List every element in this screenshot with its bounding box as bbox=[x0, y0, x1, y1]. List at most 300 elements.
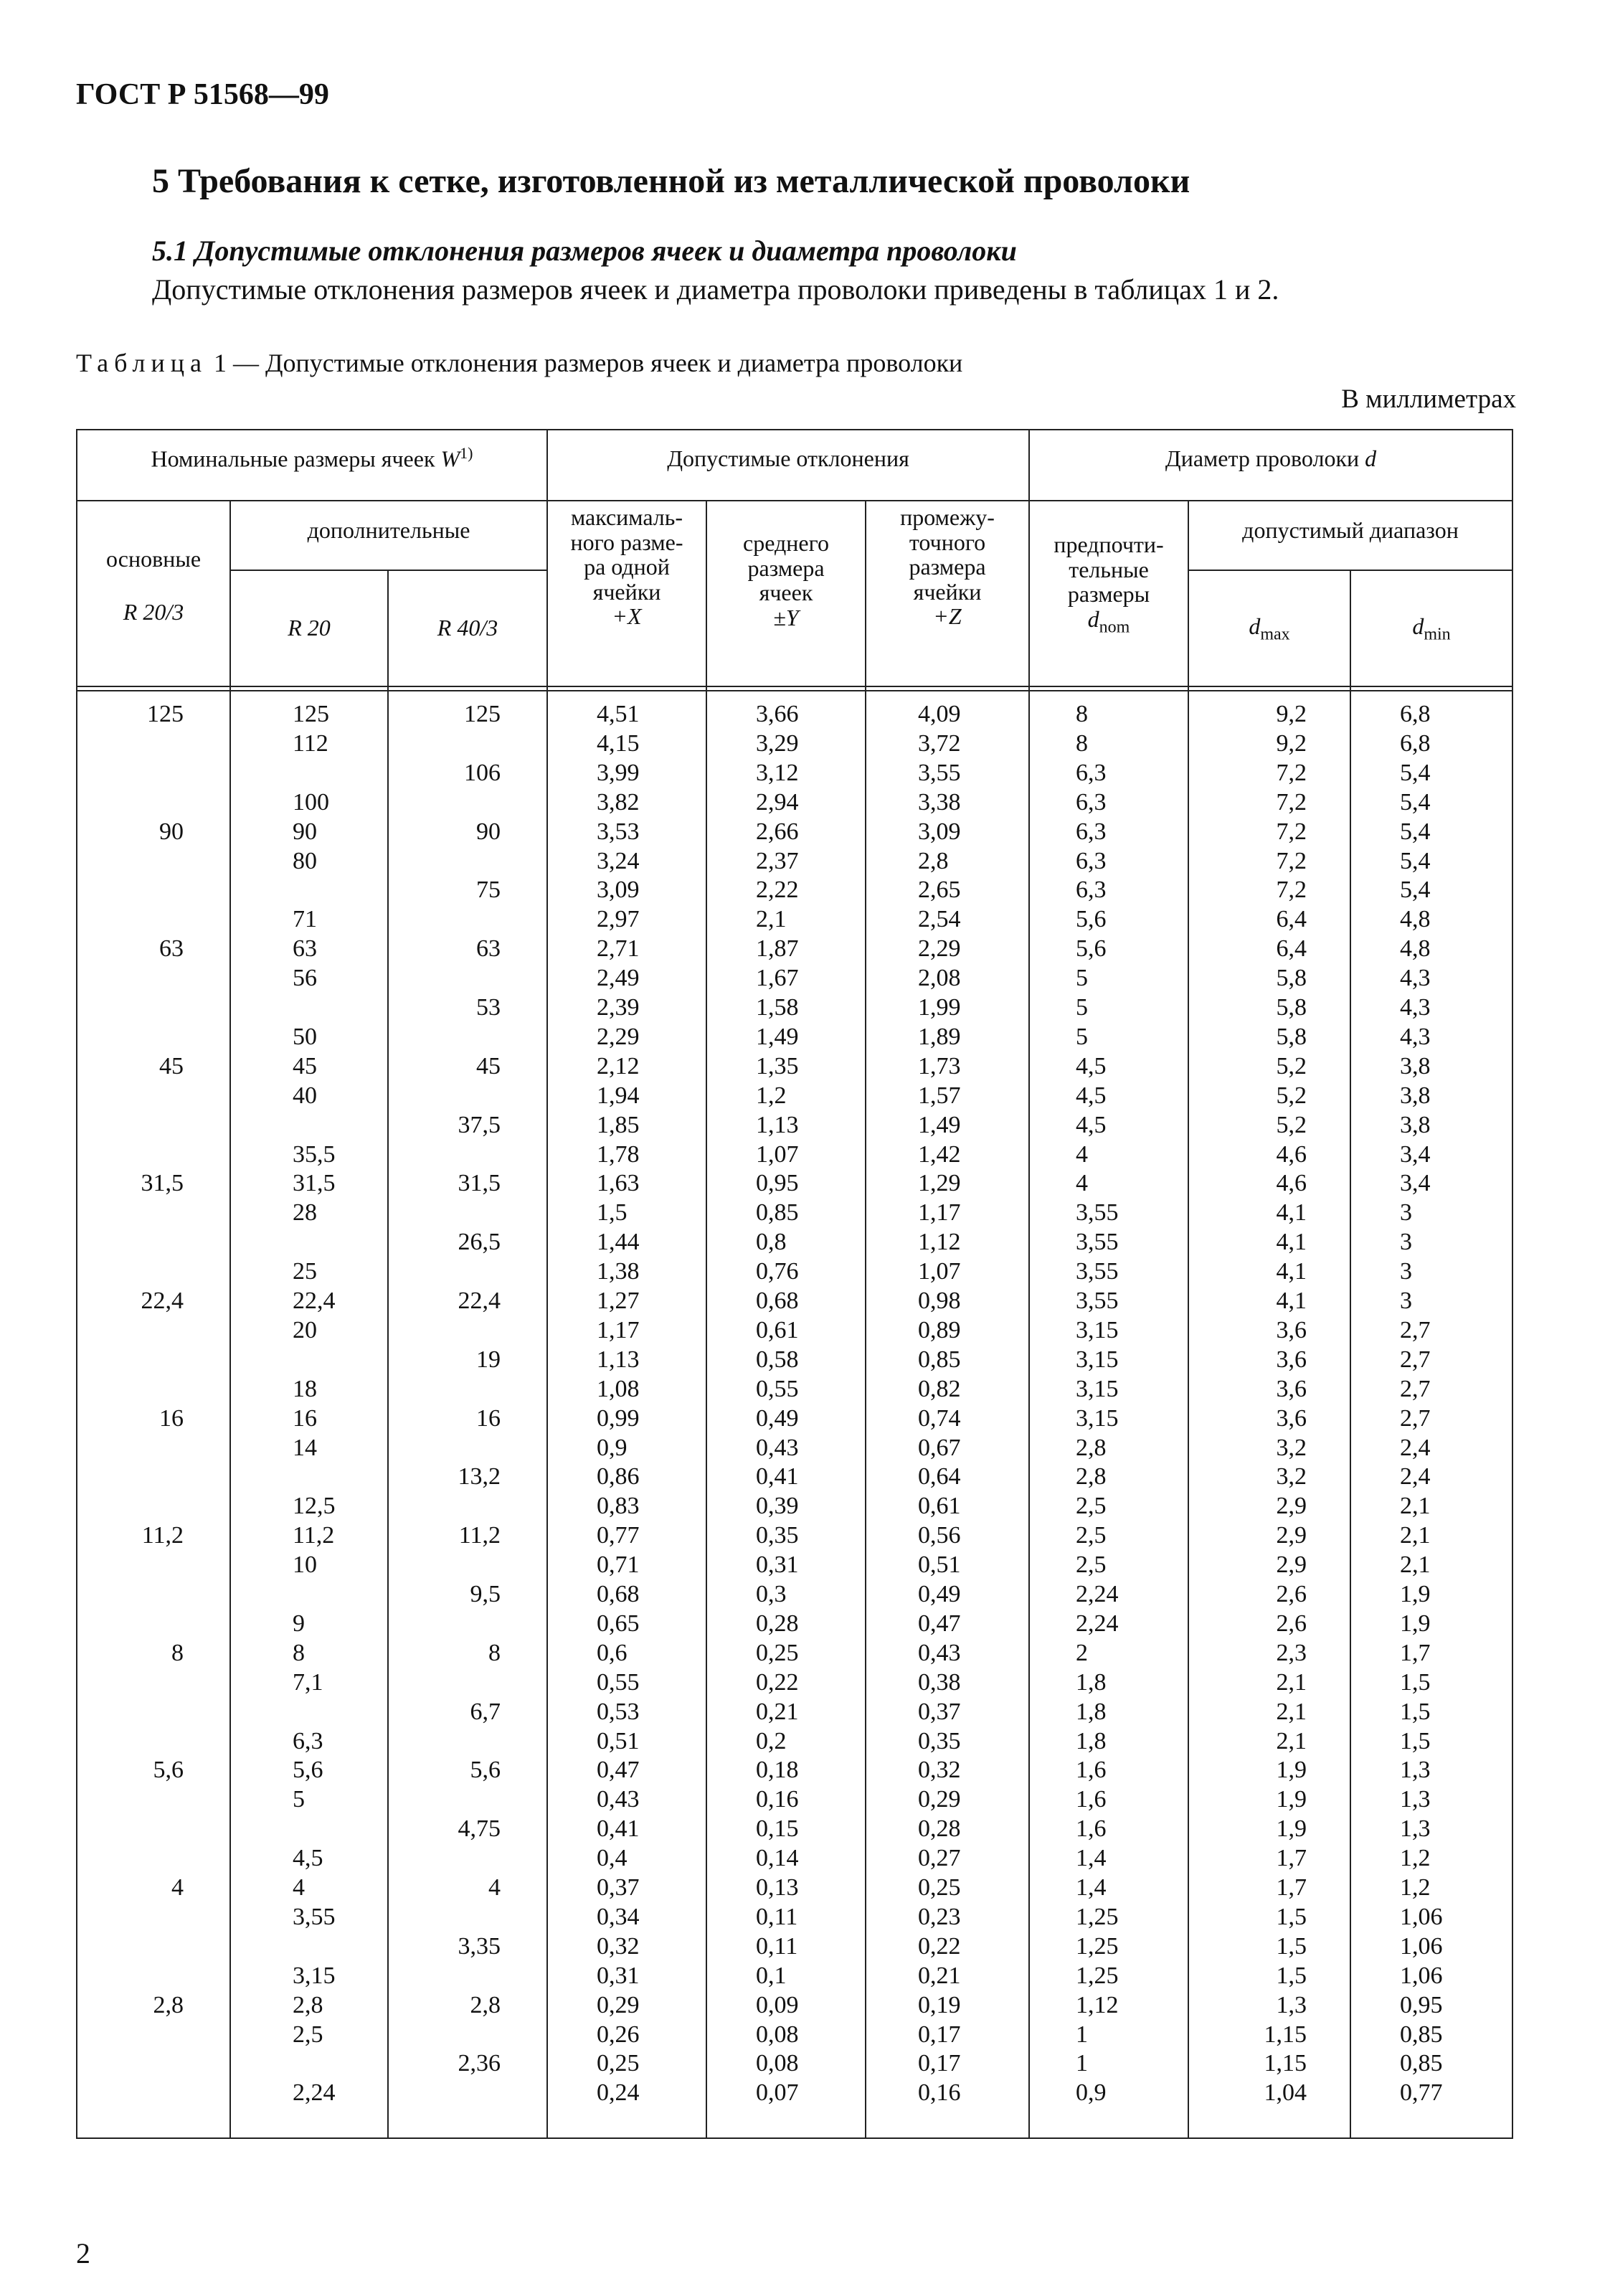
header-deviations: Допустимые отклонения bbox=[667, 445, 909, 471]
table-cell: 1,3 bbox=[1276, 1991, 1307, 2018]
table-cell: 0,55 bbox=[597, 1668, 640, 1696]
table-cell: 4,1 bbox=[1276, 1229, 1307, 1256]
table-cell: 1,57 bbox=[918, 1082, 961, 1109]
table-cell: 3,15 bbox=[1076, 1375, 1119, 1402]
table-cell: 0,41 bbox=[756, 1463, 799, 1490]
table-cell: 0,77 bbox=[1400, 2079, 1443, 2107]
table-cell: 1,04 bbox=[1264, 2079, 1307, 2107]
table-cell: 2,1 bbox=[1400, 1551, 1431, 1579]
table-cell: 2,5 bbox=[293, 2021, 323, 2048]
table-cell: 0,95 bbox=[756, 1170, 799, 1197]
table-cell: 2,9 bbox=[1276, 1551, 1307, 1579]
table-cell: 1,5 bbox=[597, 1199, 628, 1227]
table-cell: 2,24 bbox=[293, 2079, 336, 2107]
table-cell: 1,07 bbox=[756, 1140, 799, 1168]
table-cell: 37,5 bbox=[458, 1111, 501, 1138]
table-cell: 3,24 bbox=[597, 847, 640, 874]
table-cell: 1,35 bbox=[756, 1052, 799, 1080]
table-cell: 90 bbox=[293, 818, 317, 845]
header-d-min-symbol: d bbox=[1412, 613, 1424, 639]
table-cell: 11,2 bbox=[293, 1522, 335, 1549]
table-cell: 3,55 bbox=[918, 759, 961, 786]
table-cell: 0,07 bbox=[756, 2079, 799, 2107]
table-cell: 5,8 bbox=[1276, 965, 1307, 992]
table-cell: 0,82 bbox=[918, 1375, 961, 1402]
table-cell: 22,4 bbox=[293, 1288, 336, 1314]
table-cell: 1,9 bbox=[1276, 1786, 1307, 1813]
table-cell: 0,39 bbox=[756, 1493, 799, 1520]
table-cell: 31,5 bbox=[141, 1170, 184, 1197]
table-cell: 0,55 bbox=[756, 1375, 799, 1402]
table-cell: 1,2 bbox=[756, 1082, 787, 1109]
table-cell: 1,94 bbox=[597, 1082, 640, 1109]
table-cell: 0,28 bbox=[918, 1815, 961, 1843]
table-cell: 0,9 bbox=[597, 1434, 628, 1461]
header-wire-diameter-text: Диаметр проволоки bbox=[1165, 445, 1360, 471]
header-mid-symbol bbox=[866, 604, 1028, 629]
table-cell: 0,74 bbox=[918, 1404, 961, 1432]
header-d-max-sub: max bbox=[1260, 625, 1290, 644]
table-cell: 2,8 bbox=[918, 847, 949, 874]
table-cell: 2,7 bbox=[1400, 1375, 1431, 1402]
table-cell: 1,5 bbox=[1400, 1698, 1431, 1725]
table-cell: 6,4 bbox=[1276, 906, 1307, 933]
table-cell: 0,43 bbox=[756, 1434, 799, 1461]
table-cell: 2,29 bbox=[597, 1023, 640, 1050]
header-r20 bbox=[231, 615, 387, 641]
table-cell: 0,8 bbox=[756, 1229, 787, 1256]
table-cell: 4,75 bbox=[458, 1815, 501, 1843]
header-mid-line3: размера bbox=[909, 554, 986, 580]
table-cell: 1,07 bbox=[918, 1258, 961, 1285]
table-cell: 0,27 bbox=[918, 1845, 961, 1872]
table-cell: 0,6 bbox=[597, 1639, 628, 1666]
header-main-series bbox=[77, 600, 229, 625]
header-d-min-sub: min bbox=[1424, 625, 1451, 644]
table-cell: 1,38 bbox=[597, 1258, 640, 1285]
header-wire-diameter bbox=[1030, 446, 1512, 471]
table-cell: 1,78 bbox=[597, 1140, 640, 1168]
table-cell: 6,3 bbox=[1076, 877, 1107, 904]
table-cell: 4,51 bbox=[597, 701, 640, 727]
table-cell: 2,8 bbox=[1076, 1463, 1107, 1490]
table-cell: 6,3 bbox=[1076, 788, 1107, 816]
table-cell: 1,12 bbox=[1076, 1991, 1119, 2018]
header-max-symbol-text: +X bbox=[612, 603, 642, 630]
table-cell: 6,3 bbox=[293, 1727, 323, 1754]
table-cell: 6,8 bbox=[1400, 701, 1431, 727]
table-cell: 1,49 bbox=[918, 1111, 961, 1138]
table-cell: 0,21 bbox=[918, 1962, 961, 1989]
table-cell: 9,5 bbox=[470, 1581, 501, 1607]
table-cell: 6,3 bbox=[1076, 818, 1107, 845]
table-cell: 5 bbox=[1076, 965, 1088, 992]
table-cell: 0,21 bbox=[756, 1698, 799, 1725]
table-cell: 1,44 bbox=[597, 1229, 640, 1256]
table-cell: 0,53 bbox=[597, 1698, 640, 1725]
table-cell: 3,8 bbox=[1400, 1082, 1431, 1109]
table-cell: 1,8 bbox=[1076, 1727, 1107, 1754]
table-cell: 3 bbox=[1400, 1199, 1412, 1227]
table-cell: 3,8 bbox=[1400, 1052, 1431, 1080]
table-cell: 0,64 bbox=[918, 1463, 961, 1490]
table-cell: 4 bbox=[171, 1874, 184, 1901]
table-cell: 0,61 bbox=[756, 1316, 799, 1343]
table-cell: 1,9 bbox=[1276, 1757, 1307, 1784]
table-cell: 5,6 bbox=[293, 1757, 323, 1784]
table-cell: 0,89 bbox=[918, 1316, 961, 1343]
table-cell: 1,27 bbox=[597, 1288, 640, 1314]
header-main: основные bbox=[105, 546, 202, 572]
table-cell: 5,4 bbox=[1400, 877, 1431, 904]
header-rule-1 bbox=[77, 500, 1512, 501]
table-cell: 4,15 bbox=[597, 729, 640, 757]
table-cell: 45 bbox=[293, 1052, 317, 1080]
table-cell: 2,5 bbox=[1076, 1522, 1107, 1549]
table-cell: 2,65 bbox=[918, 877, 961, 904]
table-cell: 0,98 bbox=[918, 1288, 961, 1314]
header-d-max bbox=[1189, 614, 1350, 644]
table-cell: 1,42 bbox=[918, 1140, 961, 1168]
table-cell: 7,2 bbox=[1276, 759, 1307, 786]
table-cell: 3,6 bbox=[1276, 1375, 1307, 1402]
table-cell: 1,06 bbox=[1400, 1932, 1443, 1960]
table-cell: 0,77 bbox=[597, 1522, 640, 1549]
table-cell: 3 bbox=[1400, 1288, 1412, 1314]
table-cell: 1,9 bbox=[1400, 1610, 1431, 1637]
header-avg-line2: размера bbox=[747, 554, 825, 581]
table-cell: 7,2 bbox=[1276, 818, 1307, 845]
table-cell: 2,4 bbox=[1400, 1463, 1431, 1490]
table-cell: 1,5 bbox=[1400, 1727, 1431, 1754]
table-cell: 0,1 bbox=[756, 1962, 787, 1989]
table-cell: 5,4 bbox=[1400, 759, 1431, 786]
table-cell: 22,4 bbox=[141, 1288, 184, 1314]
table-cell: 25 bbox=[293, 1258, 317, 1285]
header-mid-line2: точного bbox=[909, 529, 986, 555]
header-mid-line4: ячейки bbox=[913, 578, 982, 605]
table-cell: 1,17 bbox=[597, 1316, 640, 1343]
table-cell: 125 bbox=[147, 701, 184, 727]
table-cell: 1,8 bbox=[1076, 1698, 1107, 1725]
table-cell: 2,49 bbox=[597, 965, 640, 992]
table-cell: 3,29 bbox=[756, 729, 799, 757]
table-cell: 2,22 bbox=[756, 877, 799, 904]
table-cell: 7,2 bbox=[1276, 847, 1307, 874]
table-cell: 1,06 bbox=[1400, 1903, 1443, 1930]
units-note: В миллиметрах bbox=[1341, 384, 1516, 414]
table-cell: 0,29 bbox=[918, 1786, 961, 1813]
table-cell: 6,4 bbox=[1276, 935, 1307, 963]
table-cell: 1,85 bbox=[597, 1111, 640, 1138]
table-cell: 0,65 bbox=[597, 1610, 640, 1637]
table-cell: 2,8 bbox=[1076, 1434, 1107, 1461]
header-pref-line1: предпочти- bbox=[1054, 532, 1164, 557]
table-cell: 0,38 bbox=[918, 1668, 961, 1696]
table-cell: 1,7 bbox=[1400, 1639, 1431, 1666]
header-d-nom-symbol: d bbox=[1087, 605, 1099, 632]
table-cell: 3 bbox=[1400, 1258, 1412, 1285]
table-cell: 8 bbox=[1076, 701, 1088, 727]
table-cell: 0,32 bbox=[597, 1932, 640, 1960]
table-cell: 31,5 bbox=[293, 1170, 336, 1197]
table-cell: 4,09 bbox=[918, 701, 961, 727]
table-cell: 2,12 bbox=[597, 1052, 640, 1080]
table-cell: 0,28 bbox=[756, 1610, 799, 1637]
table-cell: 3,82 bbox=[597, 788, 640, 816]
table-cell: 2,39 bbox=[597, 994, 640, 1021]
table-cell: 2,5 bbox=[1076, 1493, 1107, 1520]
table-cell: 3,55 bbox=[1076, 1288, 1119, 1314]
table-cell: 3,4 bbox=[1400, 1170, 1431, 1197]
table-cell: 0,34 bbox=[597, 1903, 640, 1930]
table-cell: 1,6 bbox=[1076, 1786, 1107, 1813]
table-cell: 5 bbox=[293, 1786, 305, 1813]
table-cell: 0,13 bbox=[756, 1874, 799, 1901]
table-cell: 0,16 bbox=[756, 1786, 799, 1813]
table-cell: 9 bbox=[293, 1610, 305, 1637]
table-cell: 1,15 bbox=[1264, 2021, 1307, 2048]
table-cell: 0,17 bbox=[918, 2021, 961, 2048]
table-cell: 0,18 bbox=[756, 1757, 799, 1784]
table-cell: 0,4 bbox=[597, 1845, 628, 1872]
table-cell: 3,09 bbox=[597, 877, 640, 904]
table-cell: 35,5 bbox=[293, 1140, 336, 1168]
table-cell: 5,2 bbox=[1276, 1052, 1307, 1080]
table-cell: 1,5 bbox=[1276, 1932, 1307, 1960]
table-cell: 7,2 bbox=[1276, 877, 1307, 904]
table-cell: 31,5 bbox=[458, 1170, 501, 1197]
table-cell: 0,11 bbox=[756, 1903, 798, 1930]
table-cell: 56 bbox=[293, 965, 317, 992]
table-cell: 1,13 bbox=[756, 1111, 799, 1138]
table-cell: 0,68 bbox=[597, 1581, 640, 1607]
table-cell: 1,73 bbox=[918, 1052, 961, 1080]
table-cell: 4 bbox=[293, 1874, 305, 1901]
table-cell: 5,6 bbox=[1076, 906, 1107, 933]
table-cell: 2 bbox=[1076, 1639, 1088, 1666]
table-cell: 8 bbox=[1076, 729, 1088, 757]
table-cell: 1,25 bbox=[1076, 1962, 1119, 1989]
header-r20-text: R 20 bbox=[288, 615, 331, 641]
table-cell: 0,58 bbox=[756, 1346, 799, 1373]
table-cell: 1,13 bbox=[597, 1346, 640, 1373]
table-cell: 1,9 bbox=[1276, 1815, 1307, 1843]
table-cell: 0,67 bbox=[918, 1434, 961, 1461]
table-cell: 2,1 bbox=[756, 906, 787, 933]
table-cell: 53 bbox=[476, 994, 501, 1021]
table-cell: 0,51 bbox=[597, 1727, 640, 1754]
table-cell: 1,15 bbox=[1264, 2050, 1307, 2077]
table-cell: 0,37 bbox=[918, 1698, 961, 1725]
table-cell: 1,49 bbox=[756, 1023, 799, 1050]
table-cell: 1,7 bbox=[1276, 1845, 1307, 1872]
table-cell: 3,38 bbox=[918, 788, 961, 816]
table-cell: 2,54 bbox=[918, 906, 961, 933]
table-cell: 5,2 bbox=[1276, 1082, 1307, 1109]
table-cell: 1,5 bbox=[1400, 1668, 1431, 1696]
table-cell: 2,4 bbox=[1400, 1434, 1431, 1461]
table-cell: 0,22 bbox=[918, 1932, 961, 1960]
table-cell: 5,6 bbox=[470, 1757, 501, 1784]
table-cell: 3,55 bbox=[1076, 1258, 1119, 1285]
table-cell: 1,6 bbox=[1076, 1757, 1107, 1784]
table-cell: 0,56 bbox=[918, 1522, 961, 1549]
table-cell: 2,08 bbox=[918, 965, 961, 992]
table-cell: 100 bbox=[293, 788, 329, 816]
table-cell: 106 bbox=[464, 759, 501, 786]
table-cell: 71 bbox=[293, 906, 317, 933]
table-cell: 0,37 bbox=[597, 1874, 640, 1901]
table-cell: 2,7 bbox=[1400, 1346, 1431, 1373]
table-cell: 4,1 bbox=[1276, 1288, 1307, 1314]
body-paragraph: Допустимые отклонения размеров ячеек и диаметра проволоки приведены в таблицах 1 и 2. bbox=[152, 273, 1279, 306]
table-cell: 14 bbox=[293, 1434, 317, 1461]
table-cell: 1,63 bbox=[597, 1170, 640, 1197]
table-cell: 2,8 bbox=[293, 1991, 323, 2018]
table-cell: 1,87 bbox=[756, 935, 799, 963]
table-cell: 45 bbox=[159, 1052, 184, 1080]
table-cell: 2,1 bbox=[1276, 1698, 1307, 1725]
table-cell: 0,31 bbox=[597, 1962, 640, 1989]
table-cell: 1,4 bbox=[1076, 1845, 1107, 1872]
header-max-symbol bbox=[548, 604, 706, 629]
table-cell: 3,09 bbox=[918, 818, 961, 845]
table-cell: 0,35 bbox=[918, 1727, 961, 1754]
table-cell: 0,08 bbox=[756, 2021, 799, 2048]
table-cell: 4,3 bbox=[1400, 965, 1431, 992]
table-cell: 5,8 bbox=[1276, 1023, 1307, 1050]
header-d-nom bbox=[1030, 607, 1188, 637]
table-cell: 2,8 bbox=[470, 1991, 501, 2018]
header-r40 bbox=[389, 615, 546, 641]
table-cell: 0,15 bbox=[756, 1815, 799, 1843]
table-cell: 3,55 bbox=[1076, 1229, 1119, 1256]
table-cell: 112 bbox=[293, 729, 328, 757]
table-cell: 20 bbox=[293, 1316, 317, 1343]
header-r40-text: R 40/3 bbox=[437, 615, 498, 641]
table-cell: 0,14 bbox=[756, 1845, 799, 1872]
col-rule-8 bbox=[1350, 570, 1351, 2137]
table-cell: 5,6 bbox=[1076, 935, 1107, 963]
table-cell: 5,4 bbox=[1400, 788, 1431, 816]
table-cell: 0,47 bbox=[597, 1757, 640, 1784]
header-avg-deviation bbox=[707, 531, 865, 630]
table-caption-word: Таблица bbox=[76, 349, 207, 377]
table-cell: 1,3 bbox=[1400, 1786, 1431, 1813]
header-main-series-text: R 20/3 bbox=[123, 599, 184, 625]
table-cell: 1,89 bbox=[918, 1023, 961, 1050]
table-cell: 3,15 bbox=[1076, 1316, 1119, 1343]
table-cell: 5,8 bbox=[1276, 994, 1307, 1021]
table-cell: 6,7 bbox=[470, 1698, 501, 1725]
document-code: ГОСТ Р 51568—99 bbox=[76, 78, 329, 111]
table-cell: 63 bbox=[476, 935, 501, 963]
table-cell: 1,2 bbox=[1400, 1845, 1431, 1872]
table-cell: 11,2 bbox=[141, 1522, 184, 1549]
header-nominal-text: Номинальные размеры ячеек bbox=[151, 445, 435, 472]
table-cell: 80 bbox=[293, 847, 317, 874]
table-cell: 0,24 bbox=[597, 2079, 640, 2107]
header-d-symbol: d bbox=[1365, 445, 1377, 471]
table-cell: 11,2 bbox=[458, 1522, 501, 1549]
table-cell: 0,35 bbox=[756, 1522, 799, 1549]
table-cell: 40 bbox=[293, 1082, 317, 1109]
table-cell: 63 bbox=[293, 935, 317, 963]
table-cell: 1,8 bbox=[1076, 1668, 1107, 1696]
table-cell: 2,3 bbox=[1276, 1639, 1307, 1666]
table-cell: 8 bbox=[488, 1639, 501, 1666]
table-cell: 1,25 bbox=[1076, 1932, 1119, 1960]
header-avg-line3: ячеек bbox=[759, 580, 813, 606]
table-cell: 0,76 bbox=[756, 1258, 799, 1285]
table-cell: 2,1 bbox=[1276, 1668, 1307, 1696]
table-caption-text: 1 — Допустимые отклонения размеров ячеек и диаметра проволоки bbox=[207, 349, 963, 377]
table-cell: 2,24 bbox=[1076, 1581, 1119, 1607]
table-cell: 4,5 bbox=[1076, 1052, 1107, 1080]
header-additional: дополнительные bbox=[307, 517, 470, 543]
table-cell: 1,5 bbox=[1276, 1903, 1307, 1930]
table-cell: 7,1 bbox=[293, 1668, 323, 1696]
table-cell: 3,2 bbox=[1276, 1434, 1307, 1461]
table-cell: 3,12 bbox=[756, 759, 799, 786]
table-cell: 16 bbox=[476, 1404, 501, 1432]
table-cell: 18 bbox=[293, 1375, 317, 1402]
col-rule-6 bbox=[1028, 430, 1030, 2137]
table-cell: 0,43 bbox=[597, 1786, 640, 1813]
table-cell: 5,4 bbox=[1400, 847, 1431, 874]
table-cell: 0,9 bbox=[1076, 2079, 1107, 2107]
table-cell: 26,5 bbox=[458, 1229, 501, 1256]
table-cell: 1,17 bbox=[918, 1199, 961, 1227]
header-mid-deviation bbox=[866, 505, 1028, 629]
table-cell: 0,11 bbox=[756, 1932, 798, 1960]
table-cell: 16 bbox=[293, 1404, 317, 1432]
table-cell: 1,2 bbox=[1400, 1874, 1431, 1901]
table-cell: 2,9 bbox=[1276, 1493, 1307, 1520]
table-cell: 4,8 bbox=[1400, 906, 1431, 933]
table-cell: 8 bbox=[171, 1639, 184, 1666]
table-cell: 5 bbox=[1076, 1023, 1088, 1050]
table-cell: 4 bbox=[1076, 1170, 1088, 1197]
table-cell: 1,25 bbox=[1076, 1903, 1119, 1930]
table-cell: 4,5 bbox=[293, 1845, 323, 1872]
table-cell: 22,4 bbox=[458, 1288, 501, 1314]
table-cell: 6,3 bbox=[1076, 847, 1107, 874]
table-cell: 0,49 bbox=[756, 1404, 799, 1432]
table-cell: 90 bbox=[476, 818, 501, 845]
table-cell: 2,66 bbox=[756, 818, 799, 845]
table-cell: 2,36 bbox=[458, 2050, 501, 2077]
table-cell: 1,06 bbox=[1400, 1962, 1443, 1989]
table-cell: 3,6 bbox=[1276, 1316, 1307, 1343]
table-cell: 2,5 bbox=[1076, 1551, 1107, 1579]
table-cell: 1,9 bbox=[1400, 1581, 1431, 1607]
table-cell: 1 bbox=[1076, 2050, 1088, 2077]
table-cell: 5,2 bbox=[1276, 1111, 1307, 1138]
header-avg-symbol-text: ±Y bbox=[773, 604, 799, 630]
header-rule-bottom-a bbox=[77, 686, 1512, 687]
table-cell: 4,6 bbox=[1276, 1140, 1307, 1168]
table-cell: 28 bbox=[293, 1199, 317, 1227]
table-cell: 2,71 bbox=[597, 935, 640, 963]
table-cell: 1,58 bbox=[756, 994, 799, 1021]
table-cell: 3,55 bbox=[1076, 1199, 1119, 1227]
table-cell: 0,31 bbox=[756, 1551, 799, 1579]
table-cell: 1,3 bbox=[1400, 1815, 1431, 1843]
table-cell: 1,5 bbox=[1276, 1962, 1307, 1989]
table-cell: 0,51 bbox=[918, 1551, 961, 1579]
